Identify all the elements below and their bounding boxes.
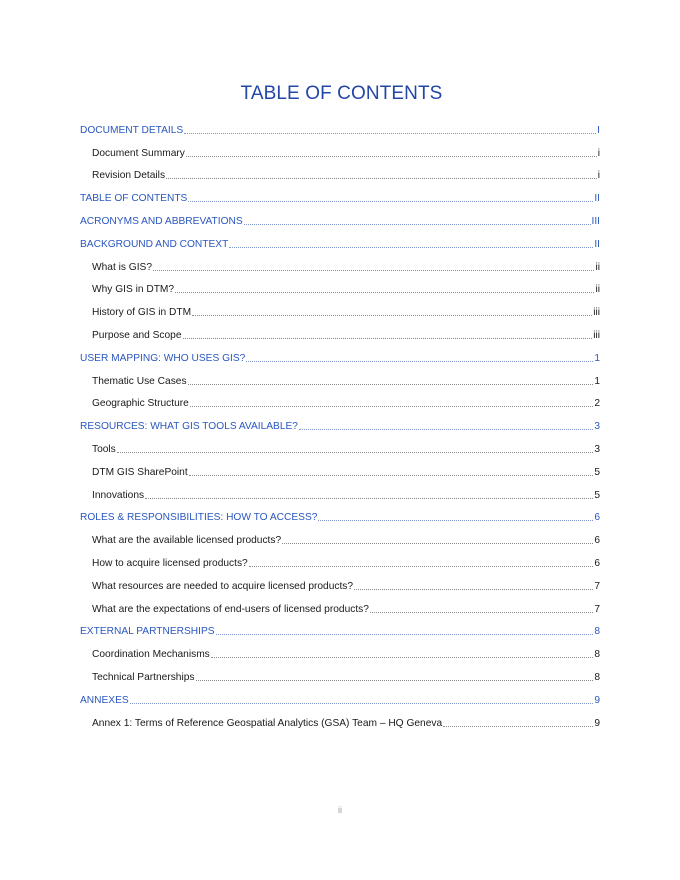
toc-entry-page-number[interactable]: II [594, 238, 600, 250]
toc-entry-label[interactable]: Document Summary [92, 147, 185, 159]
toc-entry-level2[interactable] [80, 435, 600, 458]
toc-entry-level1[interactable] [80, 230, 600, 253]
table-of-contents [80, 116, 600, 732]
toc-entry-page-number[interactable]: 1 [594, 375, 600, 387]
dot-leader [186, 156, 597, 157]
toc-entry-label[interactable]: TABLE OF CONTENTS [80, 193, 188, 205]
toc-entry-page-number[interactable]: 9 [594, 694, 600, 706]
toc-entry-level1[interactable] [80, 412, 600, 435]
dot-leader [196, 680, 594, 681]
toc-entry-label[interactable]: Why GIS in DTM? [92, 284, 175, 296]
toc-entry-label[interactable]: What are the available licensed products? [92, 535, 282, 547]
toc-entry-level2[interactable] [80, 298, 600, 321]
toc-entry-label[interactable]: Thematic Use Cases [92, 375, 187, 387]
dot-leader [443, 726, 593, 727]
toc-entry-level1[interactable] [80, 116, 600, 139]
toc-entry-page-number[interactable]: 7 [594, 603, 600, 615]
toc-entry-level2[interactable] [80, 481, 600, 504]
toc-entry-label[interactable]: DOCUMENT DETAILS [80, 124, 184, 136]
dot-leader [145, 498, 593, 499]
toc-entry-page-number[interactable]: i [597, 170, 600, 182]
dot-leader [153, 270, 594, 271]
toc-entry-level2[interactable] [80, 367, 600, 390]
toc-entry-page-number[interactable]: III [591, 215, 600, 227]
dot-leader [175, 292, 594, 293]
toc-entry-label[interactable]: What is GIS? [92, 261, 153, 273]
dot-leader [246, 361, 593, 362]
toc-entry-page-number[interactable]: 8 [594, 649, 600, 661]
toc-entry-page-number[interactable]: I [597, 124, 600, 136]
toc-entry-level1[interactable] [80, 184, 600, 207]
dot-leader [190, 406, 593, 407]
toc-entry-page-number[interactable]: i [597, 147, 600, 159]
toc-entry-label[interactable]: What resources are needed to acquire licensed products? [92, 580, 354, 592]
toc-entry-page-number[interactable]: 7 [594, 580, 600, 592]
toc-entry-level2[interactable] [80, 458, 600, 481]
dot-leader [370, 612, 593, 613]
toc-entry-page-number[interactable]: 6 [594, 512, 600, 524]
toc-entry-label[interactable]: What are the expectations of end-users of licensed products? [92, 603, 369, 615]
dot-leader [216, 634, 594, 635]
footer-page-number: ii [338, 805, 342, 815]
dot-leader [282, 543, 593, 544]
toc-entry-label[interactable]: Technical Partnerships [92, 671, 195, 683]
dot-leader [192, 315, 592, 316]
dot-leader [189, 475, 594, 476]
toc-entry-level2[interactable] [80, 709, 600, 732]
toc-entry-label[interactable]: ROLES & RESPONSIBILITIES: HOW TO ACCESS? [80, 512, 318, 524]
toc-entry-page-number[interactable]: 2 [594, 398, 600, 410]
toc-entry-page-number[interactable]: II [594, 193, 600, 205]
dot-leader [117, 452, 594, 453]
toc-entry-level2[interactable] [80, 526, 600, 549]
toc-entry-page-number[interactable]: iii [593, 307, 600, 319]
toc-entry-label[interactable]: History of GIS in DTM [92, 307, 192, 319]
toc-entry-level2[interactable] [80, 640, 600, 663]
toc-entry-level2[interactable] [80, 253, 600, 276]
page-title: TABLE OF CONTENTS [240, 83, 443, 104]
toc-entry-label[interactable]: Coordination Mechanisms [92, 649, 210, 661]
toc-entry-label[interactable]: BACKGROUND AND CONTEXT [80, 238, 229, 250]
toc-entry-level2[interactable] [80, 162, 600, 185]
toc-entry-page-number[interactable]: 8 [594, 626, 600, 638]
toc-entry-level2[interactable] [80, 549, 600, 572]
toc-entry-page-number[interactable]: 3 [594, 421, 600, 433]
toc-entry-page-number[interactable]: 5 [594, 466, 600, 478]
toc-entry-page-number[interactable]: 5 [594, 489, 600, 501]
toc-entry-level2[interactable] [80, 390, 600, 413]
toc-entry-page-number[interactable]: iii [593, 329, 600, 341]
toc-entry-label[interactable]: Innovations [92, 489, 145, 501]
toc-entry-page-number[interactable]: 6 [594, 535, 600, 547]
dot-leader [299, 429, 593, 430]
toc-entry-level2[interactable] [80, 663, 600, 686]
dot-leader [318, 520, 593, 521]
toc-entry-label[interactable]: How to acquire licensed products? [92, 557, 248, 569]
toc-entry-label[interactable]: Tools [92, 443, 116, 455]
toc-entry-level2[interactable] [80, 595, 600, 618]
dot-leader [211, 657, 594, 658]
toc-entry-label[interactable]: ACRONYMS AND ABBREVATIONS [80, 215, 243, 227]
toc-entry-level2[interactable] [80, 276, 600, 299]
dot-leader [354, 589, 593, 590]
dot-leader [229, 247, 593, 248]
toc-entry-label[interactable]: Revision Details [92, 170, 166, 182]
toc-entry-level1[interactable] [80, 207, 600, 230]
dot-leader [188, 384, 594, 385]
toc-entry-page-number[interactable]: ii [595, 284, 600, 296]
toc-entry-page-number[interactable]: 3 [594, 443, 600, 455]
toc-entry-label[interactable]: Purpose and Scope [92, 329, 182, 341]
toc-entry-page-number[interactable]: 1 [594, 352, 600, 364]
dot-leader [244, 224, 591, 225]
dot-leader [249, 566, 594, 567]
toc-entry-level2[interactable] [80, 572, 600, 595]
dot-leader [130, 703, 594, 704]
toc-entry-label[interactable]: USER MAPPING: WHO USES GIS? [80, 352, 246, 364]
toc-entry-label[interactable]: Annex 1: Terms of Reference Geospatial Analytics (GSA) Team – HQ Geneva [92, 717, 443, 729]
toc-entry-level1[interactable] [80, 618, 600, 641]
dot-leader [184, 133, 596, 134]
toc-entry-level1[interactable] [80, 686, 600, 709]
toc-entry-level2[interactable] [80, 139, 600, 162]
toc-entry-label[interactable]: Geographic Structure [92, 398, 189, 410]
dot-leader [183, 338, 593, 339]
toc-entry-level2[interactable] [80, 321, 600, 344]
toc-entry-page-number[interactable]: 8 [594, 671, 600, 683]
toc-entry-label[interactable]: RESOURCES: WHAT GIS TOOLS AVAILABLE? [80, 421, 298, 433]
toc-entry-label[interactable]: ANNEXES [80, 694, 129, 706]
toc-entry-page-number[interactable]: 6 [594, 557, 600, 569]
toc-entry-level1[interactable] [80, 504, 600, 527]
toc-entry-page-number[interactable]: 9 [594, 717, 600, 729]
toc-entry-label[interactable]: EXTERNAL PARTNERSHIPS [80, 626, 215, 638]
toc-entry-level1[interactable] [80, 344, 600, 367]
dot-leader [188, 201, 593, 202]
dot-leader [166, 178, 597, 179]
toc-entry-label[interactable]: DTM GIS SharePoint [92, 466, 188, 478]
toc-entry-page-number[interactable]: ii [595, 261, 600, 273]
